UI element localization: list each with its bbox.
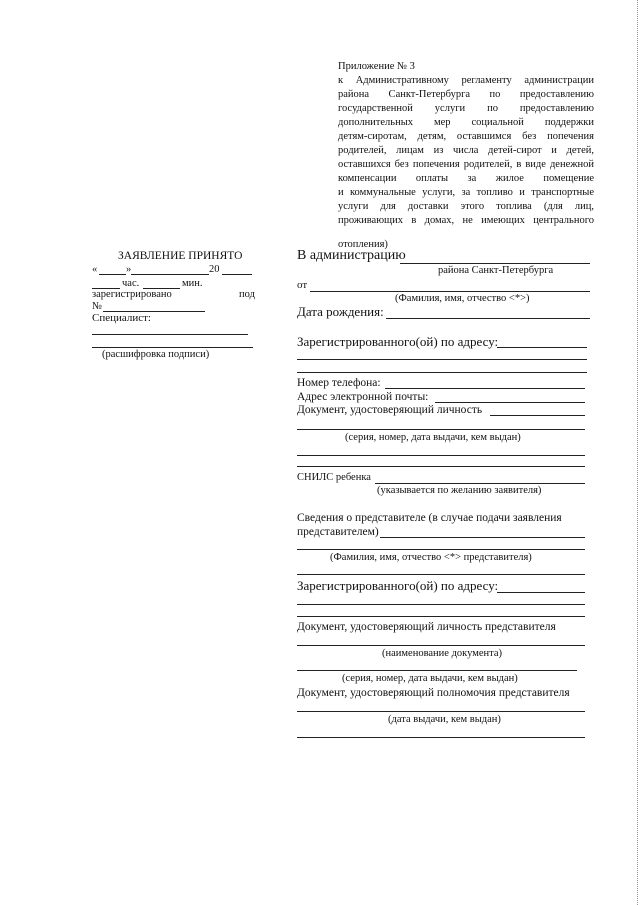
rep-address-label: Зарегистрированного(ой) по адресу: [297, 578, 499, 593]
address-field-1[interactable] [497, 347, 587, 348]
date-day-line [99, 274, 126, 275]
id-doc-field-1[interactable] [490, 415, 585, 416]
id-doc-field-3[interactable] [297, 455, 585, 456]
specialist-signature-line [92, 334, 248, 335]
rep-id-doc-field-2[interactable] [297, 670, 577, 671]
appendix-title: Приложение № 3 [338, 61, 415, 72]
rep-authority-field-1[interactable] [297, 711, 585, 712]
address-field-3[interactable] [297, 372, 587, 373]
phone-field[interactable] [385, 388, 585, 389]
appendix-line: детям-сиротам, детям, оставшимся без попечения [338, 131, 594, 142]
registered-address-label: Зарегистрированного(ой) по адресу: [297, 334, 499, 349]
date-month-line [131, 274, 209, 275]
registered-label: зарегистрировано [92, 289, 172, 300]
appendix-text [338, 74, 594, 228]
page-edge [636, 0, 638, 905]
appendix-last-line: отопления) [338, 239, 388, 250]
rep-address-field-1[interactable] [497, 592, 585, 593]
rep-authority-field-2[interactable] [297, 737, 585, 738]
rep-info-line-2: представителем) [297, 526, 379, 538]
rep-info-line-1: Сведения о представителе (в случае подачи заявления [297, 512, 562, 524]
district-label: района Санкт-Петербурга [438, 265, 554, 276]
id-doc-field-2[interactable] [297, 429, 585, 430]
date-year-prefix: 20 [209, 264, 220, 275]
rep-id-doc-field-1[interactable] [297, 645, 585, 646]
appendix-line: к Административному регламенту администрации [338, 75, 594, 86]
rep-id-doc-hint: (серия, номер, дата выдачи, кем выдан) [342, 673, 518, 684]
address-field-2[interactable] [297, 359, 587, 360]
email-label: Адрес электронной почты: [297, 391, 429, 403]
appendix-line: проживающих в домах, не имеющих центрального [338, 215, 594, 226]
accepted-title: ЗАЯВЛЕНИЕ ПРИНЯТО [118, 250, 243, 262]
specialist-label: Специалист: [92, 312, 151, 324]
date-mid-quote: » [126, 264, 132, 275]
snils-hint: (указывается по желанию заявителя) [377, 485, 542, 496]
hours-label: час. [122, 278, 140, 289]
id-doc-field-4[interactable] [297, 466, 585, 467]
appendix-line: услуги для доставки этого топлива (для лиц, [338, 201, 594, 212]
appendix-line: дополнительных мер социальной поддержки [338, 117, 594, 128]
from-label: от [297, 279, 308, 291]
id-doc-hint: (серия, номер, дата выдачи, кем выдан) [345, 432, 521, 443]
appendix-line: оставшихся без попечения родителей, в виде денежной [338, 159, 594, 170]
authority-hint: (дата выдачи, кем выдан) [388, 714, 501, 725]
appendix-line: государственной услуги по предоставлению [338, 103, 594, 114]
fio-hint: (Фамилия, имя, отчество <*>) [395, 293, 530, 304]
appendix-line: района Санкт-Петербурга по предоставлению [338, 89, 594, 100]
id-doc-label: Документ, удостоверяющий личность [297, 404, 483, 416]
signature-hint: (расшифровка подписи) [102, 349, 210, 360]
appendix-line: и коммунальные услуги, за топливо и транспортные [338, 187, 594, 198]
date-year-line [222, 274, 252, 275]
appendix-line: компенсации оплаты за жилое помещение [338, 173, 594, 184]
rep-address-field-3[interactable] [297, 616, 585, 617]
date-open-quote: « [92, 264, 98, 275]
appendix-line: родителей, лицам из числа детей-сирот и детей, [338, 145, 594, 156]
rep-fio-field-2[interactable] [297, 574, 585, 575]
rep-address-field-2[interactable] [297, 604, 585, 605]
minutes-label: мин. [182, 278, 203, 289]
under-label: под [239, 289, 255, 300]
rep-info-field[interactable] [380, 537, 585, 538]
dob-field[interactable] [386, 318, 590, 319]
snils-label: СНИЛС ребенка [297, 472, 371, 483]
number-sign: № [92, 301, 103, 312]
doc-name-hint: (наименование документа) [382, 648, 503, 659]
rep-fio-field[interactable] [297, 549, 585, 550]
dob-label: Дата рождения: [297, 304, 384, 319]
rep-id-doc-label: Документ, удостоверяющий личность представителя [297, 621, 556, 633]
to-admin-label: В администрацию [297, 248, 406, 263]
rep-fio-hint: (Фамилия, имя, отчество <*> представителя) [330, 552, 532, 563]
phone-label: Номер телефона: [297, 377, 381, 389]
rep-authority-label: Документ, удостоверяющий полномочия представителя [297, 687, 570, 699]
